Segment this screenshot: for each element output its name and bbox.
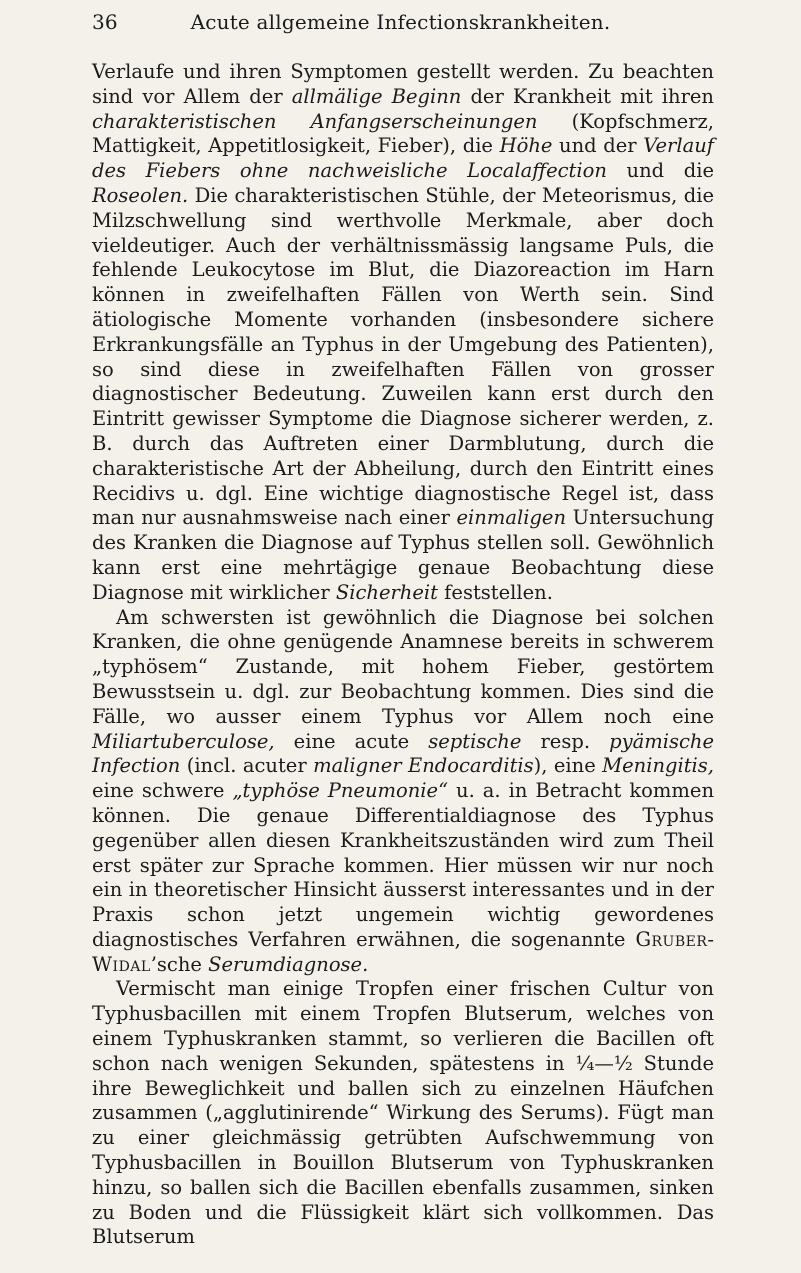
italic-text: maligner Endocarditis [313,754,534,778]
text-run: der Krankheit mit ihren [461,84,714,108]
text-run: u. a. in Betracht kommen können. Die genaue Differentialdiagnose des Typhus gegenüber allen diesen Krankheitszuständen wird zum Theil erst später zur Sprache kommen. Hier müssen wir nur noch ein in theoretischer Hinsicht äusserst interessantes und in der Praxis schon jetzt ungemein wichtig gewordenes diagnostisches Verfahren erwähnen, die sogenannte [92,779,714,951]
text-run: (Kopfschmerz, Mattigkeit, Appetitlosigkeit, Fieber), die [92,109,714,158]
text-run: eine schwere [92,779,233,803]
italic-text: allmälige Beginn [291,84,462,108]
italic-text: Meningitis, [602,754,714,778]
author-name: Widal [92,952,151,976]
text-run: resp. [521,729,610,753]
page-header [92,10,709,34]
text-run: Untersuchung des Kranken die Diagnose auf Typhus stellen soll. Gewöhnlich kann erst eine mehrtägige genaue Beobachtung diese Diagnose mit wirklicher [92,506,714,604]
page-number: 36 [92,10,118,34]
text-run: ’sche [150,952,209,976]
text-run: Vermischt man einige Tropfen einer frischen Cultur von Typhusbacillen mit einem Tropfen Blutserum, welches von einem Typhuskranken stammt, so verlieren die Bacillen oft schon nach wenigen Sekunden, spätestens in ¼—½ Stunde ihre Beweglichkeit und ballen sich zu einzelnen Häufchen zusammen („agglutinirende“ Wirkung des Serums). Fügt man zu einer gleichmässig getrübten Aufschwemmung von Typhusbacillen in Bouillon Blutserum von Typhuskranken hinzu, so ballen sich die Bacillen ebenfalls zusammen, sinken zu Boden und die Flüssigkeit klärt sich vollkommen. Das Blutserum [92,977,714,1249]
text-run: und der [552,134,644,158]
italic-text: charakteristischen Anfangserscheinungen [92,109,538,133]
italic-text: septische [428,729,522,753]
text-run: eine acute [274,729,429,753]
paragraph [92,60,714,606]
italic-text: Miliartuberculose, [92,729,275,753]
italic-text: Verlauf des Fiebers ohne nachweisliche Localaffection [92,134,714,183]
running-title: Acute allgemeine Infectionskrankheiten. [190,10,611,34]
text-run: Die charakteristischen Stühle, der Meteorismus, die Milzschwellung sind werthvolle Merkmale, aber doch vieldeutiger. Auch der verhältnissmässig langsame Puls, die fehlende Leukocytose im Blut, die Diazoreaction im Harn können in zweifelhaften Fällen von Werth sein. Sind ätiologische Momente vorhanden (insbesondere sichere Erkrankungsfälle an Typhus in der Umgebung des Patienten), so sind diese in zweifelhaften Fällen von grosser diagnostischer Bedeutung. Zuweilen kann erst durch den Eintritt gewisser Symptome die Diagnose sicherer werden, z. B. durch das Auftreten einer Darmblutung, durch die charakteristische Art der Abheilung, durch den Eintritt eines Recidivs u. dgl. Eine wichtige diagnostische Regel ist, dass man nur ausnahmsweise nach einer [92,183,714,530]
body-text [92,60,714,1250]
text-run: Verlaufe und ihren Symptomen gestellt werden. Zu beachten sind vor Allem der [92,60,714,108]
text-run: feststellen. [437,580,553,604]
italic-text: Roseolen. [92,183,189,207]
text-run: - [707,927,714,951]
italic-text: pyämische Infection [92,729,715,778]
author-name: Gruber [635,927,708,951]
text-run: Am schwersten ist gewöhnlich die Diagnose bei solchen Kranken, die ohne genügende Anamnese bereits in schwerem „typhösem“ Zustande, mit hohem Fieber, gestörtem Bewusstsein u. dgl. zur Beobachtung kommen. Dies sind die Fälle, wo ausser einem Typhus vor Allem noch eine [92,605,714,728]
paragraph [92,606,714,978]
text-run: (incl. acuter [180,754,314,778]
italic-text: einmaligen [456,506,567,530]
italic-text: Serumdiagnose. [208,952,369,976]
text-run: und die [606,159,714,183]
text-run: ), eine [533,754,603,778]
italic-text: Sicherheit [335,580,438,604]
italic-text: „typhöse Pneumonie“ [232,779,449,803]
paragraph [92,977,714,1250]
italic-text: Höhe [499,134,553,158]
